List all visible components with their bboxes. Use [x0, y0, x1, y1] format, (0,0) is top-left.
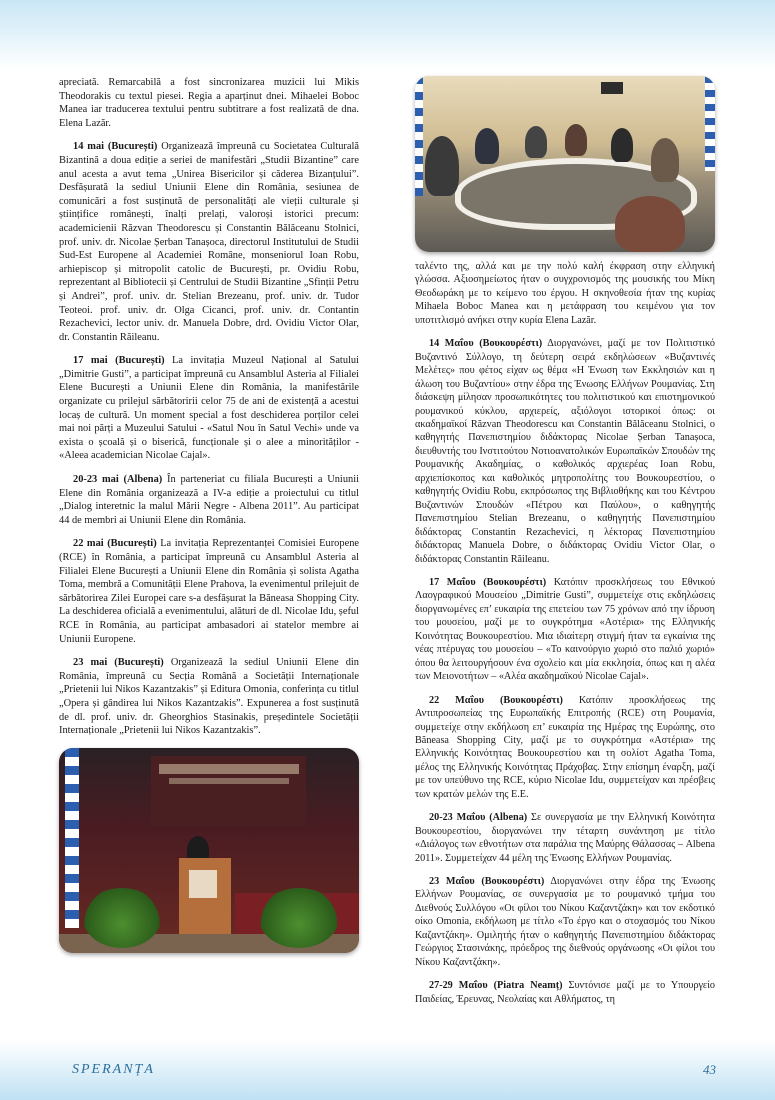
right-column — [415, 76, 715, 1016]
header-band — [0, 0, 775, 70]
meeting-photo — [415, 76, 715, 252]
paragraph-lead: 23 Μαΐου (Βουκουρέστι) — [429, 876, 545, 888]
paragraph — [59, 656, 359, 738]
paragraph — [415, 979, 715, 1006]
paragraph — [415, 260, 715, 327]
lectern-poster — [189, 870, 217, 898]
paragraph-lead: 17 Μαΐου (Βουκουρέστι) — [429, 576, 547, 588]
paragraph-text: Συντόνισε μαζί με το Υπουργείο Παιδείας, Έρευνας, Νεολαίας και Αθλήματος, τη — [415, 980, 716, 1005]
paragraph-text: Κατόπιν προσκλήσεως του Εθνικού Λαογραφικού Μουσείου „Dimitrie Gusti”, συμμετείχε στις εκδηλώσεις διοργανωμένες επ’ ευκαιρία της επετείου των 75 χρόνων από την ίδρυση του μουσείου, μαζί με το συγκρότημα «Αστέρια» της Ελληνικής Κοινότητας Βουκουρεστίου. Μια ιδιαίτερη στιγμή ήταν τα εγκαίνια της νέας πτέρυγας του μουσείου – «Το καινούργιο χωριό στο παλιό χωριό» όπου θα λειτουργήσουν ένα σχολείο και μία εκκλησία, όπως και η αλέα των Μειονοτήτων – «Αλέα ακαδημαϊκού Nicolae Cajal». — [415, 576, 715, 683]
page-number: 43 — [703, 1062, 716, 1077]
attendee-figure — [565, 124, 587, 156]
paragraph-text: Organizează la sediul Uniunii Elene din România, împreună cu Secția Română a Societății Internaționale „Prietenii lui Nikos Kazantzakis” și Editura Omonia, conferința cu titlul „Opera și gândirea lui Nikos Kazantzakis”. Expunerea a fost susținută de dl. prof. univ. dr. Gheorghios Stasinakis, președintele Societății Internaționale „Prietenii lui Nikos Kazantzakis”. — [59, 657, 359, 737]
paragraph — [415, 811, 715, 865]
paragraph-text: Σε συνεργασία με την Ελληνική Κοινότητα Βουκουρεστίου, διοργανώνει την τέταρτη συνάντηση με τίτλο «Διάλογος των εθνοτήτων στα παράλια της Μαύρης Θάλασσας – Albena 2011». Συμμετείχαν 44 μέλη της Ένωσης Ελλήνων Ρουμανίας. — [415, 812, 715, 864]
publication-title: SPERANȚA — [72, 1062, 155, 1077]
paragraph-lead: 14 Μαΐου (Βουκουρέστι) — [429, 338, 543, 350]
plant — [259, 888, 339, 948]
paragraph-text: Διοργανώνει, μαζί με τον Πολιτιστικό Βυζαντινό Σύλλογο, τη δεύτερη σειρά εκδηλώσεων «Βυζαντινές Μελέτες» που φέτος είχαν ως θέμα «Η Ένωση των Εκκλησιών και η άλωση του Βυζαντίου» στην έδρα της Ένωσης Ελλήνων Ρουμανίας. Στη διάσκεψη μίλησαν προσωπικότητες του πολιτιστικού και επιστημονικού ρουμανικού κύκλου, αρχιερείς, αξιόλογοι ιστορικοί όπως: οι ακαδημαϊκοί Răzvan Theodorescu και Constantin Bălăceanu Stolnici, ο καθηγητής Πανεπιστημίου διδάκτορας Nicolae Șerban Tanașoca, διευθυντής του Ινστιτούτου Νοτιοανατολικών Ευρωπαϊκών Σπουδών της Ρουμανικής Ακαδημίας, ο καθολικός αρχιερέας Ioan Robu, αρχιεπίσκοπος και καθολικός μητροπολίτης του Βουκουρεστίου, ο καθηγητής Ovidiu Robu, εκπρόσωπος της Βιβλιοθήκης και του Κέντρου Βυζαντινών Σπουδών «Πέτρου και Παύλου», ο καθηγητής Πανεπιστημίου Stelian Brezeanu, ο καθηγητής Πανεπιστημίου διδάκτορας Constantin Rezachevici, η λέκτορας Πανεπιστημίου διδάκτορας Manuela Dobre, ο διδάκτορας Ovidiu Victor Olar, ο διδάκτορας Constantin Răileanu. — [415, 338, 715, 565]
paragraph — [59, 354, 359, 463]
attendee-figure — [525, 126, 547, 158]
paragraph-lead: 14 mai (București) — [73, 141, 158, 153]
attendee-figure — [475, 128, 499, 164]
paragraph-text: Κατόπιν προσκλήσεως της Αντιπροσωπείας της Ευρωπαϊκής Επιτροπής (RCE) στη Ρουμανία, συμμετείχε στην εκδήλωση επ’ ευκαιρία της Ημέρας της Ευρώπης, στο Băneasa Shopping City, μαζί με το συγκρότημα «Αστέρια» της Ελληνικής Κοινότητας Βουκουρεστίου και τη σολίστ Agatha Toma, μέλος της Ελληνικής Κοινότητας Πράχοβας. Στην επίσημη έναρξη, μαζί με τον υπεύθυνο της RCE, κύριο Nicolae Idu, συμμετείχαν και πρέσβεις των κρατών μελών της Ε.Ε. — [415, 694, 715, 800]
paragraph — [415, 337, 715, 566]
left-column — [59, 76, 359, 953]
wall-screen — [601, 82, 623, 94]
conference-photo — [59, 748, 359, 953]
paragraph-lead: 22 mai (București) — [73, 538, 157, 550]
paragraph-lead: 22 Μαΐου (Βουκουρέστι) — [429, 694, 563, 706]
paragraph-text: ταλέντο της, αλλά και με την πολύ καλή έκφραση στην ελληνική γλώσσα. Αξιοσημείωτος ήταν ο συγχρονισμός της μουσικής του Μίκη Θεοδωράκη με το κείμενο του έργου. Η σκηνοθεσία ήταν της κυρίας Mihaela Boboc Manea και η μετάφραση του κειμένου για τον υποτιτλισμό ανήκει στην κυρία Elena Lazăr. — [415, 261, 715, 326]
paragraph — [59, 140, 359, 344]
paragraph-text: Organizează împreună cu Societatea Culturală Bizantină a doua ediție a seriei de manifestări „Studii Bizantine” care anul acesta a avut tema „Unirea Bisericilor și căderea Bizanțului”. Desfășurată la sediul Uniunii Elene din România, sesiunea de comunicări a fost susținută de personalități ale vieții culturale și științifice românești, înalți prelați, valoroși istorici precum: academicienii Răzvan Theodorescu și Constantin Bălăceanu Stolnici, prof. univ. dr. Nicolae Șerban Tanașoca, directorul Institutului de Studii Sud-Est Europene al Academiei Române, monseniorul Ioan Robu, arhiepiscop și mitropolit catolic de București, pr. Ovidiu Robu, reprezentant al Bibliotecii și Centrului de Studii Bizantine „Sfinții Petru și Andrei”, prof. univ. dr. Stelian Brezeanu, prof. univ. dr. Tudor Teoteoi. prof. univ. dr. Olga Cicanci, prof. univ. dr. Contantin Rezachevici, lector univ. dr. Manuela Dobre, drd. Ovidiu Victor Olar, dr. Constantin Răileanu. — [59, 141, 359, 343]
flag — [705, 76, 715, 171]
attendee-figure — [611, 128, 633, 162]
paragraph-lead: 20-23 Μαΐου (Albena) — [429, 812, 528, 824]
paragraph — [415, 875, 715, 969]
plant — [83, 888, 161, 948]
attendee-figure — [425, 136, 459, 196]
paragraph-text: Διοργανώνει στην έδρα της Ένωσης Ελλήνων Ρουμανίας, σε συνεργασία με το ρουμανικό τμήμα του Διεθνούς Συλλόγου «Οι φίλοι του Νίκου Καζαντζάκη» και τον εκδοτικό οίκο Omonia, εκδήλωση με τίτλο «Το έργο και ο στοχασμός του Νίκου Καζαντζάκη». Ομιλητής ήταν ο καθηγητής Πανεπιστημίου διδάκτορας Γεώργιος Στασινάκης, πρόεδρος της διεθνούς οργάνωσης «Οι φίλοι του Νίκου Καζαντζάκη». — [415, 876, 715, 968]
paragraph — [415, 694, 715, 802]
paragraph-lead: 20-23 mai (Albena) — [73, 474, 163, 486]
paragraph-text: În parteneriat cu filiala București a Uniunii Elene din România organizează a IV-a ediție a proiectului cu titlul „Dialog interetnic la malul Mării Negre - Albena 2011”. Au participat 44 de membri ai Uniunii Elene din România. — [59, 474, 359, 526]
attendee-figure — [615, 196, 685, 252]
attendee-figure — [651, 138, 679, 182]
paragraph — [59, 537, 359, 646]
banner-lettering — [159, 764, 299, 774]
paragraph — [415, 576, 715, 684]
paragraph-text: La invitația Muzeul Național al Satului „Dimitrie Gusti”, a participat împreună cu Ansamblul Asteria al Filialei Elene București a Uniunii Elene din România, la manifestările organizate cu prilejul sărbătoririi celor 75 de ani de existență a acestui locaș de cultură. Un moment special a fost deschiderea porților celei mai noi părți a Muzeului Satului - «Satul Nou în Satul Vechi» unde va exista o școală și o biserică, funcționale și o alee a minorităților - «Aleea academician Nicolae Cajal». — [59, 355, 359, 462]
paragraph-lead: 23 mai (București) — [73, 657, 164, 669]
paragraph-lead: 27-29 Μαΐου (Piatra Neamț) — [429, 980, 563, 992]
banner-lettering — [169, 778, 289, 784]
flag — [65, 748, 79, 928]
paragraph-lead: 17 mai (București) — [73, 355, 165, 367]
paragraph-text: La invitația Reprezentanței Comisiei Europene (RCE) în România, a participat împreună cu Ansamblul Asteria al Filialei Elene București a Uniunii Elene din România și solista Agatha Toma, membră a Comunității Elene Prahova, la evenimentul prilejuit de sărbătorirea Zilei Europei care s-a desfășurat la Băneasa Shopping City. La deschiderea oficială a evenimentului, alături de dl. Nicolae Idu, șeful RCE în România, au participat ambasadori ai statelor membre ai Uniunii Europene. — [59, 538, 359, 645]
paragraph-text: apreciată. Remarcabilă a fost sincronizarea muzicii lui Mikis Theodorakis cu textul piesei. Regia a aparținut dnei. Mihaelei Boboc Manea iar traducerea textului pentru subtitrare a fost realizată de dna. Elena Lazăr. — [59, 77, 359, 129]
flag — [415, 76, 423, 196]
paragraph — [59, 76, 359, 130]
paragraph — [59, 473, 359, 527]
